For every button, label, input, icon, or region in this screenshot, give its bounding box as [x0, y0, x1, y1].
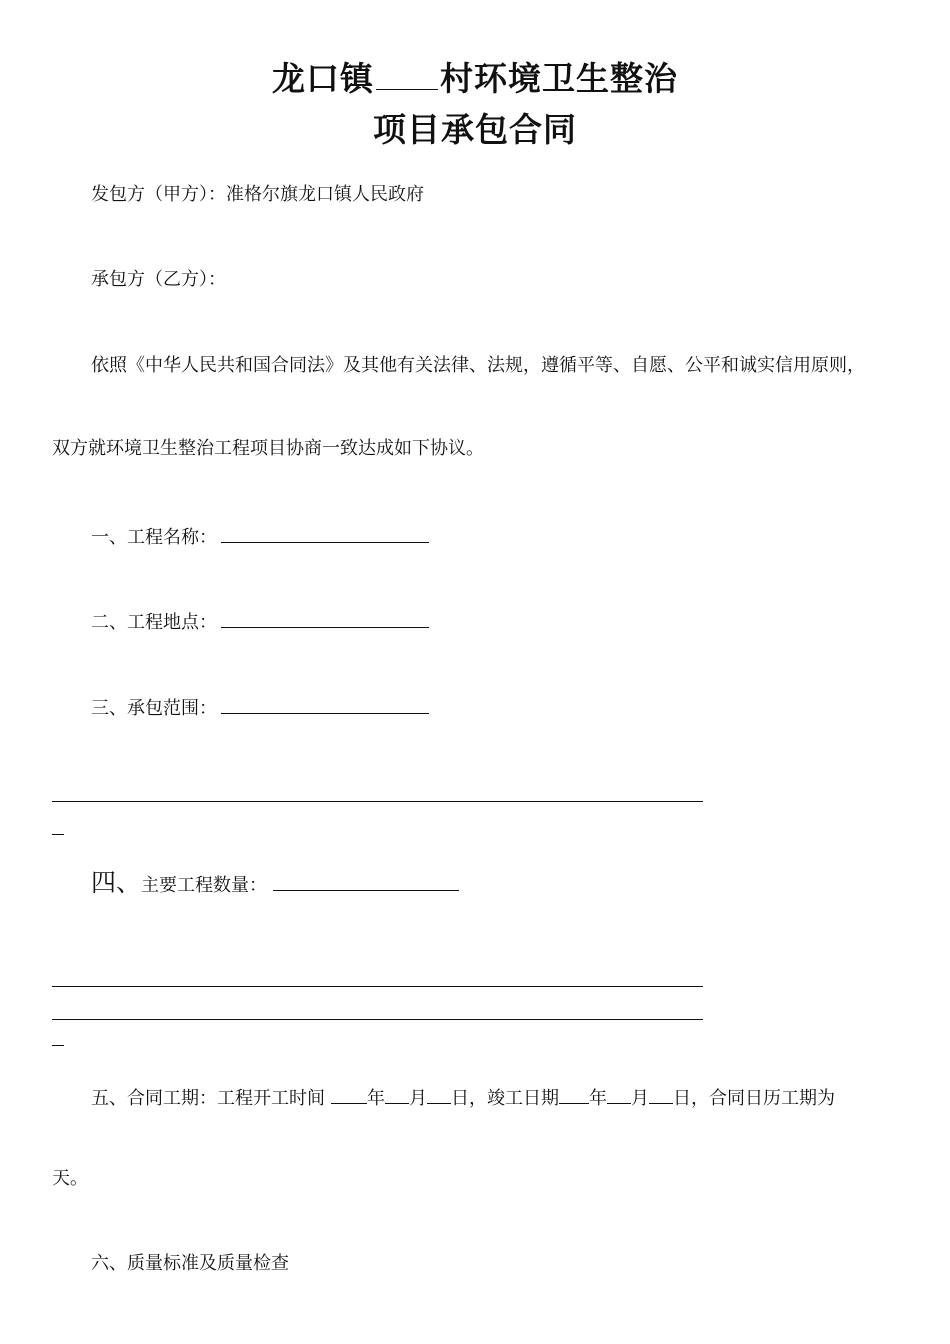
- clause-scope-label: 三、承包范围：: [91, 698, 217, 719]
- start-day-blank: [427, 1085, 451, 1104]
- clause-quantity-label: 主要工程数量：: [141, 875, 268, 896]
- quantity-blank-dash: [52, 1045, 64, 1046]
- clause-project-name: [91, 524, 429, 549]
- clause-quality: 六、质量标准及质量检查: [91, 1253, 289, 1274]
- party-a-value: 准格尔旗龙口镇人民政府: [226, 184, 424, 205]
- start-month-unit: 月: [409, 1088, 427, 1109]
- clause-project-name-label: 一、工程名称：: [91, 527, 217, 548]
- end-year-blank: [559, 1085, 589, 1104]
- document-title-line2: 项目承包合同: [373, 110, 577, 149]
- start-month-blank: [385, 1085, 409, 1104]
- quantity-blank: [273, 872, 459, 891]
- party-a: [91, 184, 424, 206]
- end-year-unit: 年: [589, 1088, 607, 1109]
- scope-blank-dash: [52, 834, 64, 835]
- clause-project-location-label: 二、工程地点：: [91, 612, 217, 633]
- end-day-blank: [649, 1085, 673, 1104]
- village-name-blank: [376, 59, 438, 90]
- clause-quantity: [91, 868, 459, 897]
- party-b-label: 承包方（乙方）：: [91, 269, 226, 290]
- end-day-unit: 日，合同日历工期为: [673, 1088, 835, 1109]
- duration-line2: 天。: [52, 1168, 88, 1189]
- scope-blank-line: [52, 801, 703, 802]
- end-month-blank: [607, 1085, 631, 1104]
- project-location-blank: [221, 609, 429, 628]
- quantity-blank-line2: [52, 1019, 703, 1020]
- preamble-line2: 双方就环境卫生整治工程项目协商一致达成如下协议。: [52, 438, 484, 459]
- clause-quantity-number: 四、: [91, 868, 142, 897]
- document-title-line1: [0, 53, 950, 100]
- scope-blank: [221, 695, 429, 714]
- title-town: 龙口镇: [272, 59, 374, 98]
- end-month-unit: 月: [631, 1088, 649, 1109]
- preamble-line1: 依照《中华人民共和国合同法》及其他有关法律、法规，遵循平等、自愿、公平和诚实信用原则，: [91, 355, 865, 376]
- quantity-blank-line1: [52, 986, 703, 987]
- clause-duration: [91, 1085, 835, 1110]
- start-year-blank: [331, 1085, 367, 1104]
- clause-scope: [91, 695, 429, 720]
- duration-prefix: 五、合同工期：工程开工时间: [91, 1088, 325, 1109]
- project-name-blank: [221, 524, 429, 543]
- start-year-unit: 年: [367, 1088, 385, 1109]
- title-subject: 村环境卫生整治: [440, 59, 678, 98]
- party-b: [91, 269, 226, 291]
- start-day-unit: 日，竣工日期: [451, 1088, 559, 1109]
- party-a-label: 发包方（甲方）：: [91, 184, 226, 205]
- clause-project-location: [91, 609, 429, 634]
